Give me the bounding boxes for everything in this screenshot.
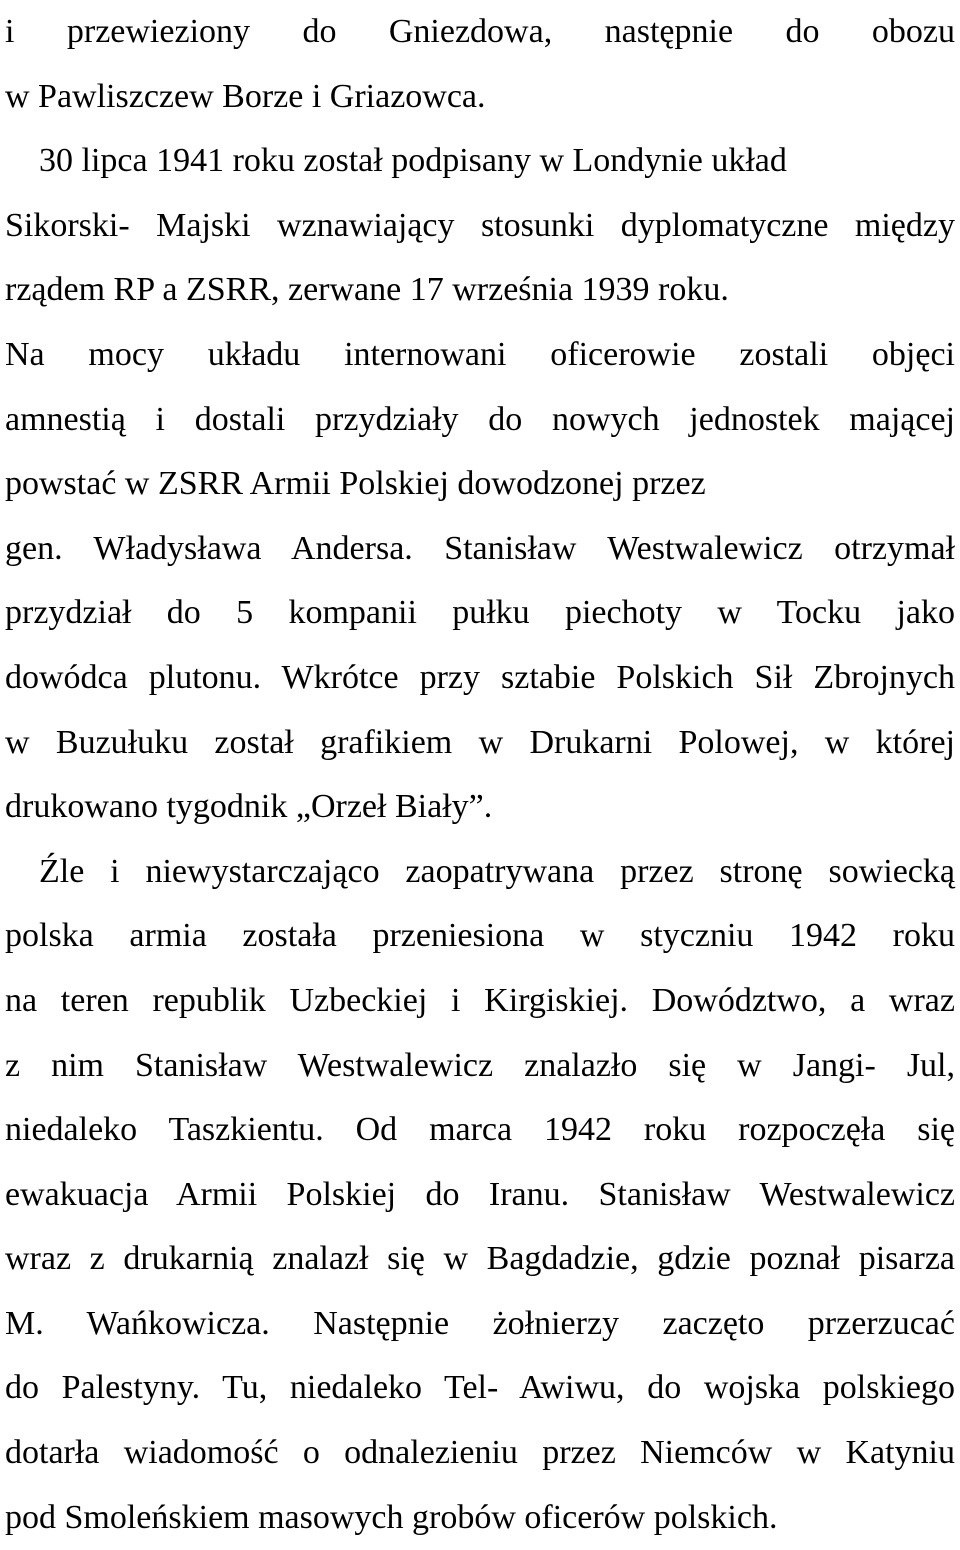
text-line: do Palestyny. Tu, niedaleko Tel- Awiwu, do wojska polskiego: [5, 1369, 955, 1407]
document-page: [5, 0, 955, 1550]
text-line: przydział do 5 kompanii pułku piechoty w Tocku jako: [5, 594, 955, 632]
text-line: Źle i niewystarczająco zaopatrywana przez stronę sowiecką: [39, 852, 955, 890]
text-line: rządem RP a ZSRR, zerwane 17 września 1939 roku.: [5, 271, 729, 309]
text-line: Na mocy układu internowani oficerowie zostali objęci: [5, 335, 955, 373]
text-line: Sikorski- Majski wznawiający stosunki dyplomatyczne między: [5, 206, 955, 244]
text-line: z nim Stanisław Westwalewicz znalazło się w Jangi- Jul,: [5, 1046, 955, 1084]
text-line: ewakuacja Armii Polskiej do Iranu. Stanisław Westwalewicz: [5, 1175, 955, 1213]
text-line: powstać w ZSRR Armii Polskiej dowodzonej przez: [5, 465, 706, 503]
text-line: i przewieziony do Gniezdowa, następnie do obozu: [5, 13, 955, 50]
text-line: gen. Władysława Andersa. Stanisław Westwalewicz otrzymał: [5, 529, 955, 567]
text-line: w Pawliszczew Borze i Griazowca.: [5, 77, 486, 115]
text-line: M. Wańkowicza. Następnie żołnierzy zaczęto przerzucać: [5, 1304, 955, 1342]
text-line: dowódca plutonu. Wkrótce przy sztabie Polskich Sił Zbrojnych: [5, 658, 955, 696]
text-line: amnestią i dostali przydziały do nowych jednostek mającej: [5, 400, 955, 438]
text-line: na teren republik Uzbeckiej i Kirgiskiej. Dowództwo, a wraz: [5, 981, 955, 1019]
text-line: niedaleko Taszkientu. Od marca 1942 roku rozpoczęła się: [5, 1111, 955, 1149]
text-line: dotarła wiadomość o odnalezieniu przez Niemców w Katyniu: [5, 1434, 955, 1472]
text-line: w Buzułuku został grafikiem w Drukarni Polowej, w której: [5, 723, 955, 761]
text-line: pod Smoleńskiem masowych grobów oficerów polskich.: [5, 1498, 778, 1536]
text-line: wraz z drukarnią znalazł się w Bagdadzie, gdzie poznał pisarza: [5, 1240, 955, 1278]
text-line: 30 lipca 1941 roku został podpisany w Londynie układ: [39, 142, 787, 180]
text-line: polska armia została przeniesiona w styczniu 1942 roku: [5, 917, 955, 955]
text-line: drukowano tygodnik „Orzeł Biały”.: [5, 788, 493, 826]
